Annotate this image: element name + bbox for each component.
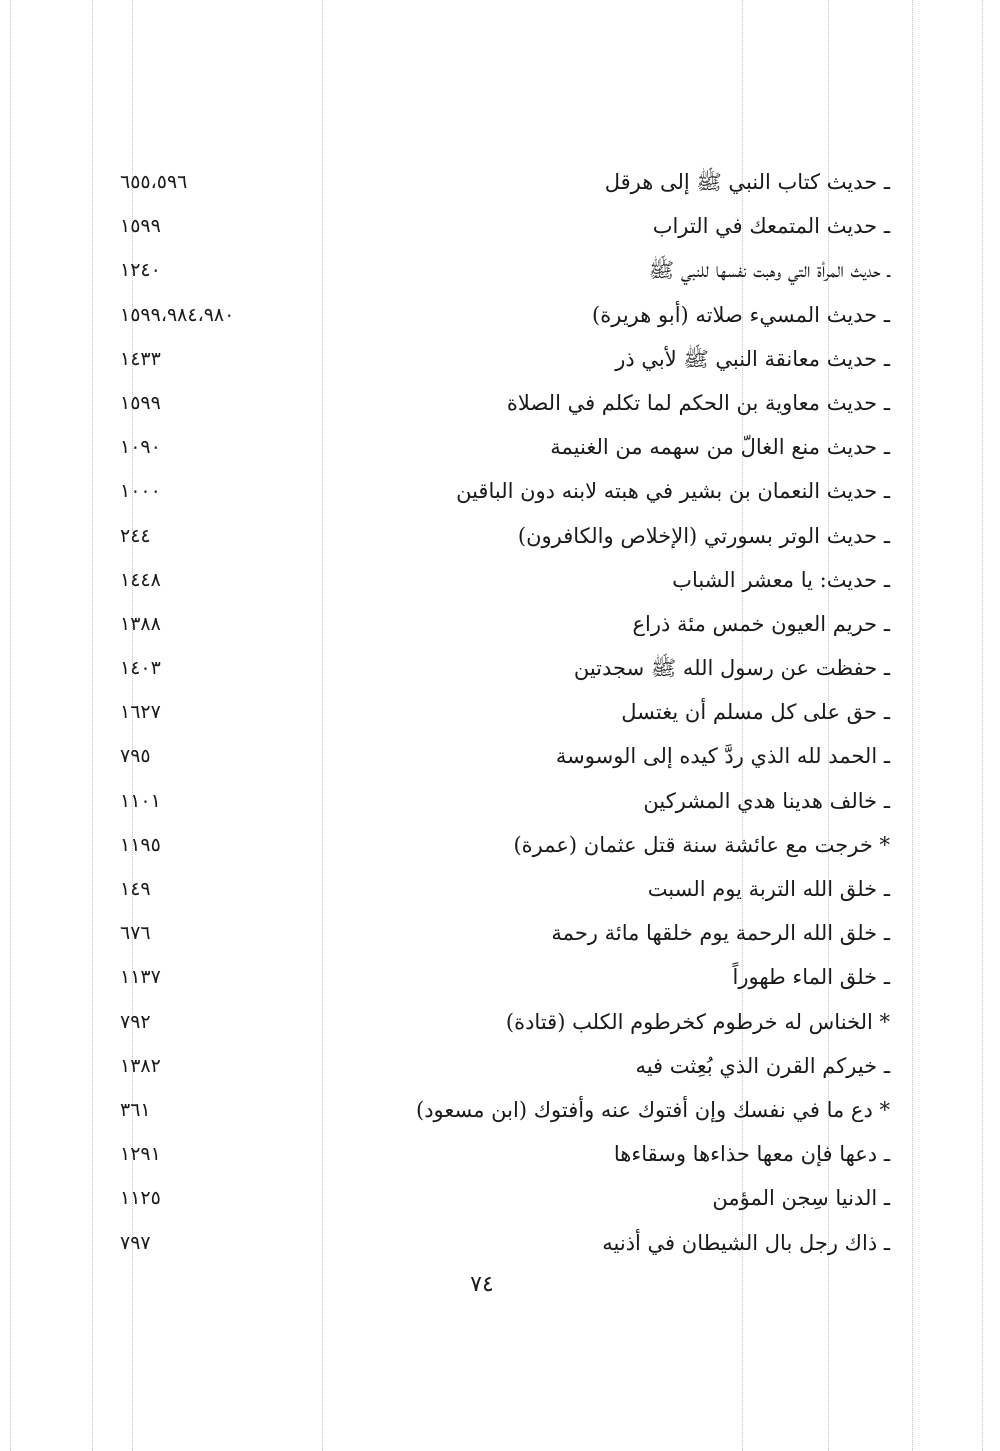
hadith-index-list: [110, 160, 890, 1265]
entry-page-refs: ١٥٩٩،٩٨٤،٩٨٠: [120, 303, 235, 326]
index-entry: [110, 911, 890, 955]
entry-page-refs: ١٤٠٣: [120, 657, 161, 680]
entry-page-refs: ١٣٨٨: [120, 612, 161, 635]
margin-guide: [10, 0, 11, 1451]
entry-text: ـ ذاك رجل بال الشيطان في أذنيه: [602, 1230, 890, 1255]
entry-text: ـ حديث المسيء صلاته (أبو هريرة): [592, 302, 890, 327]
entry-page-refs: ١٥٩٩: [120, 215, 161, 238]
entry-text: ـ حديث النعمان بن بشير في هبته لابنه دون الباقين: [456, 479, 890, 504]
entry-text: ـ حديث الوتر بسورتي (الإخلاص والكافرون): [517, 523, 890, 548]
entry-page-refs: ١٣٨٢: [120, 1054, 161, 1077]
entry-page-refs: ١٤٤٨: [120, 568, 161, 591]
index-entry: [110, 1000, 890, 1044]
entry-page-refs: ١٠٩٠: [120, 436, 161, 459]
index-entry: [110, 602, 890, 646]
index-entry: [110, 1132, 890, 1176]
entry-page-refs: ١٤٩: [120, 878, 151, 900]
entry-page-refs: ١١٣٧: [120, 966, 161, 989]
entry-text: ـ خالف هدينا هدي المشركين: [643, 788, 890, 813]
entry-page-refs: ١١٩٥: [120, 833, 161, 856]
index-entry: [110, 337, 890, 381]
entry-page-refs: ١١٢٥: [120, 1187, 161, 1210]
index-entry: [110, 1176, 890, 1220]
index-entry: [110, 867, 890, 911]
entry-text: ـ حديث كتاب النبي ﷺ إلى هرقل: [604, 170, 890, 194]
index-entry: [110, 558, 890, 602]
page-number: ٧٤: [470, 1272, 494, 1297]
index-entry: [110, 1088, 890, 1132]
index-entry: [110, 955, 890, 999]
index-entry: [110, 1221, 890, 1265]
index-entry: [110, 160, 890, 204]
entry-page-refs: ١٢٩١: [120, 1143, 161, 1166]
index-entry: [110, 248, 890, 292]
entry-text: ـ حديث: يا معشر الشباب: [672, 567, 890, 592]
entry-text: ـ الحمد لله الذي ردَّ كيده إلى الوسوسة: [555, 744, 890, 769]
entry-text: ـ دعها فإن معها حذاءها وسقاءها: [613, 1142, 890, 1167]
entry-page-refs: ١١٠١: [120, 789, 161, 812]
index-entry: [110, 823, 890, 867]
entry-page-refs: ٣٦١: [120, 1098, 151, 1121]
entry-text: ـ حريم العيون خمس مئة ذراع: [632, 611, 890, 636]
index-entry: [110, 469, 890, 513]
index-entry: [110, 381, 890, 425]
entry-page-refs: ٧٩٥: [120, 745, 151, 768]
entry-text: ـ خيركم القرن الذي بُعِثت فيه: [635, 1053, 890, 1078]
entry-text: ـ الدنيا سِجن المؤمن: [712, 1186, 890, 1211]
entry-text: ـ خلق الماء طهوراً: [732, 965, 890, 990]
entry-text: ـ خلق الله الرحمة يوم خلقها مائة رحمة: [551, 921, 890, 946]
entry-page-refs: ٧٩٧: [120, 1231, 151, 1254]
index-entry: [110, 293, 890, 337]
entry-text: ـ حديث منع الغالّ من سهمه من الغنيمة: [550, 435, 890, 460]
entry-text: * خرجت مع عائشة سنة قتل عثمان (عمرة): [513, 832, 890, 857]
entry-text: ـ حديث المتمعك في التراب: [652, 214, 890, 239]
entry-page-refs: ١٦٢٧: [120, 701, 161, 724]
entry-text: ـ حديث معاوية بن الحكم لما تكلم في الصلاة: [506, 390, 890, 415]
margin-guide: [92, 0, 93, 1451]
index-entry: [110, 514, 890, 558]
entry-page-refs: ٢٤٤: [120, 524, 151, 547]
entry-page-refs: ١٤٣٣: [120, 347, 161, 370]
index-entry: [110, 204, 890, 248]
entry-text: ـ حديث معانقة النبي ﷺ لأبي ذر: [615, 346, 890, 371]
entry-text: ـ حفظت عن رسول الله ﷺ سجدتين: [573, 656, 890, 681]
index-entry: [110, 425, 890, 469]
index-entry: [110, 1044, 890, 1088]
entry-page-refs: ١٢٤٠: [120, 259, 161, 282]
margin-guide: [912, 0, 913, 1451]
entry-page-refs: ١٥٩٩: [120, 391, 161, 414]
entry-page-refs: ٧٩٢: [120, 1010, 151, 1033]
entry-page-refs: ١٠٠٠: [120, 480, 161, 503]
index-entry: [110, 779, 890, 823]
entry-text: ـ خلق الله التربة يوم السبت: [647, 877, 890, 901]
index-entry: [110, 690, 890, 734]
entry-text: ـ حق على كل مسلم أن يغتسل: [621, 700, 890, 725]
entry-text: ـ حديث المرأة التي وهبت نفسها للنبي ﷺ: [648, 258, 890, 283]
index-entry: [110, 646, 890, 690]
entry-text: * دع ما في نفسك وإن أفتوك عنه وأفتوك (ابن مسعود): [416, 1097, 890, 1122]
index-entry: [110, 734, 890, 778]
entry-text: * الخناس له خرطوم كخرطوم الكلب (قتادة): [505, 1009, 890, 1034]
entry-page-refs: ٦٧٦: [120, 922, 151, 945]
margin-guide: [982, 0, 983, 1451]
entry-page-refs: ٦٥٥،٥٩٦: [120, 171, 188, 193]
